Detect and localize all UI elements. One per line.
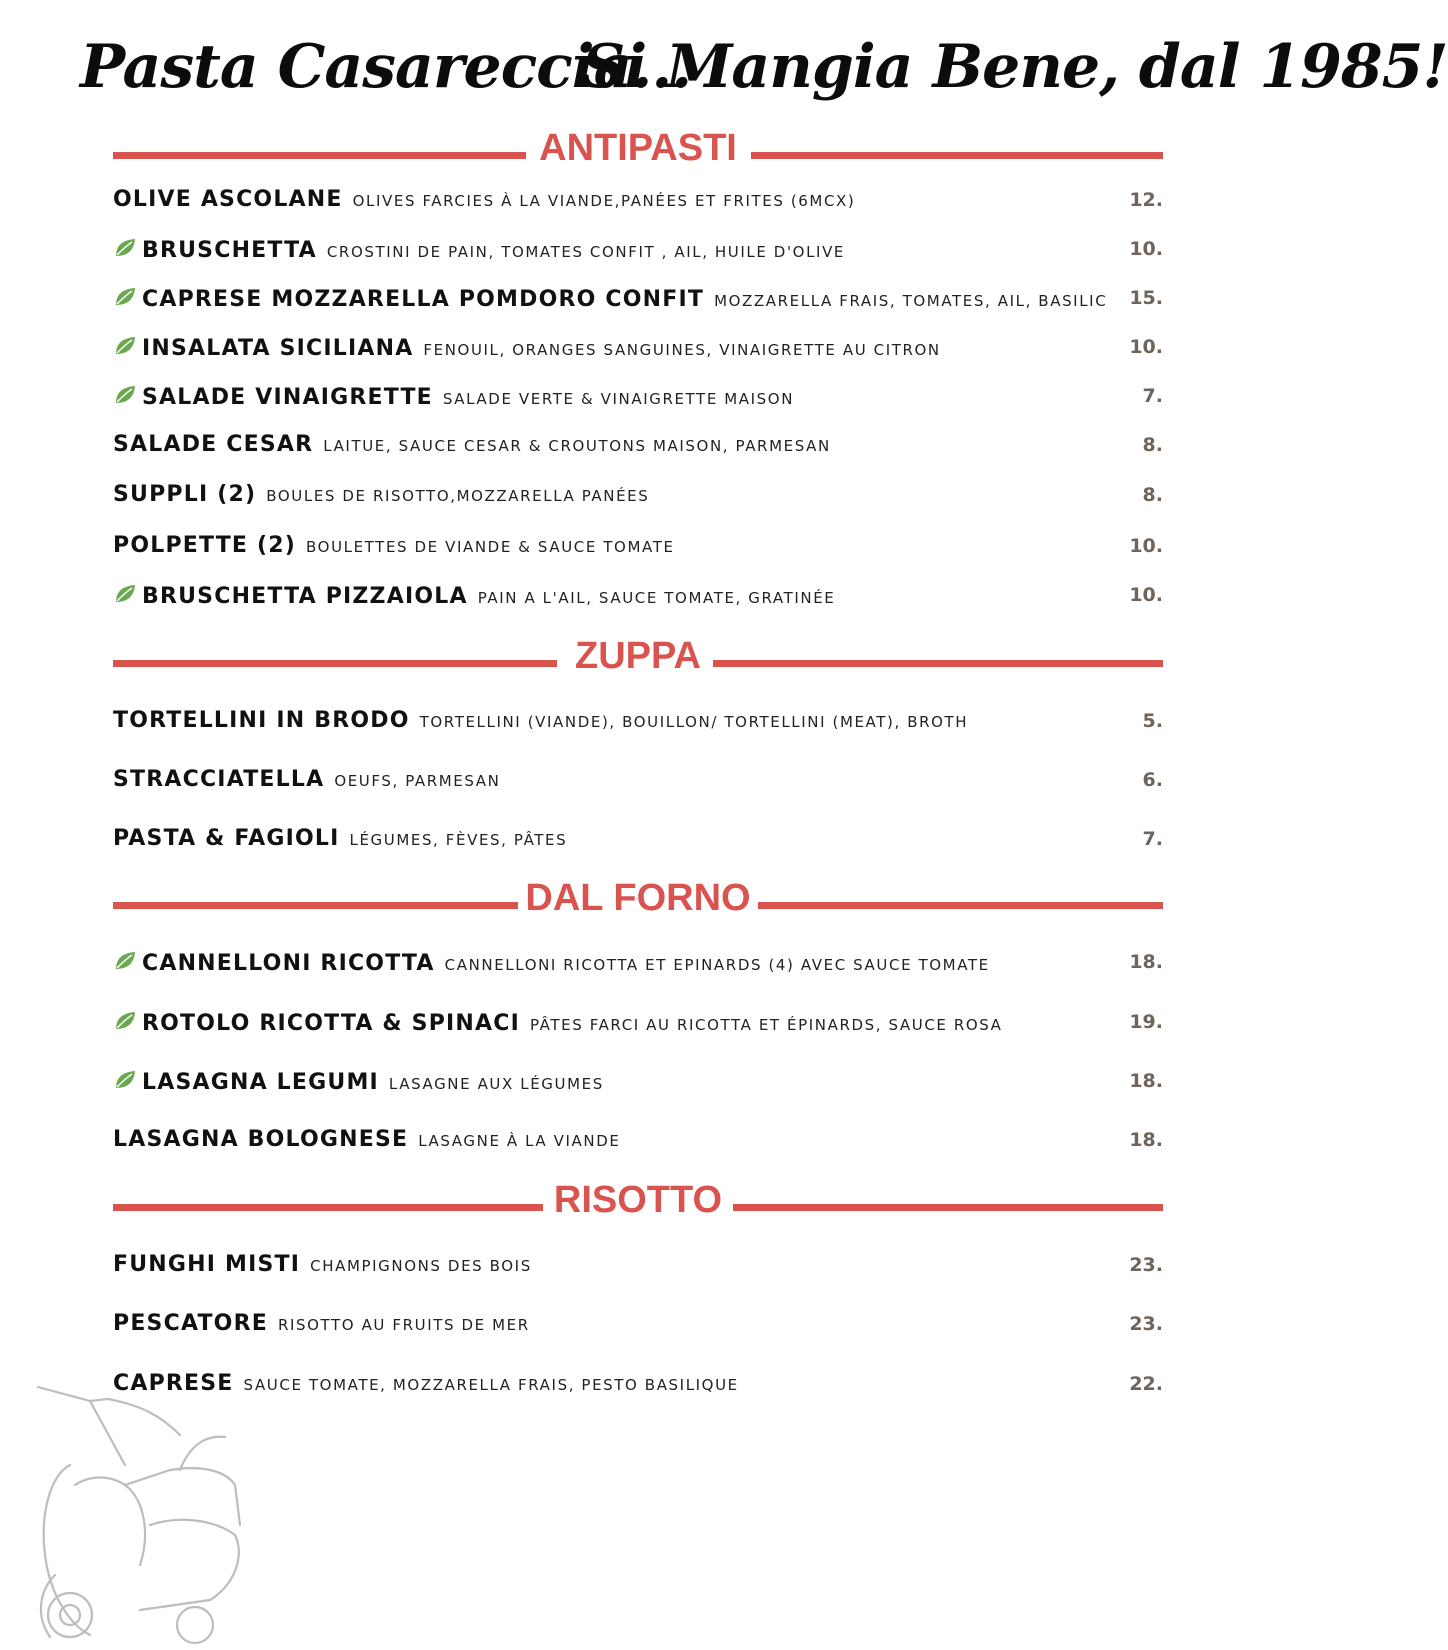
menu-item <box>113 582 1163 612</box>
menu-item <box>113 187 1163 217</box>
item-name: OLIVE ASCOLANE <box>113 187 343 212</box>
item-description: RISOTTO AU FRUITS DE MER <box>277 1316 530 1334</box>
item-price: 12. <box>1129 189 1163 211</box>
item-price: 5. <box>1142 710 1163 732</box>
title-right: Si Mangia Bene, dal 1985! <box>582 32 1448 102</box>
section-header <box>113 636 1163 676</box>
menu-item <box>113 949 1163 979</box>
menu-item <box>113 285 1163 315</box>
section-title: RISOTTO <box>553 1179 723 1221</box>
item-description: LAITUE, SAUCE CESAR & CROUTONS MAISON, PARMESAN <box>323 437 831 455</box>
item-price: 15. <box>1129 287 1163 309</box>
vegetarian-leaf-icon <box>113 383 137 407</box>
item-description: BOULES DE RISOTTO,MOZZARELLA PANÉES <box>266 487 650 505</box>
menu-item <box>113 533 1163 563</box>
section-rule-right <box>751 152 1163 159</box>
item-price: 6. <box>1142 769 1163 791</box>
section-title: DAL FORNO <box>525 877 751 919</box>
item-price: 18. <box>1129 951 1163 973</box>
item-description: OEUFS, PARMESAN <box>334 772 501 790</box>
item-description: LÉGUMES, FÈVES, PÂTES <box>349 831 568 849</box>
item-description: LASAGNE À LA VIANDE <box>418 1132 621 1150</box>
section-rule-right <box>713 660 1163 667</box>
item-description: CHAMPIGNONS DES BOIS <box>310 1257 532 1275</box>
menu-title <box>0 22 1448 132</box>
section-title: ZUPPA <box>575 635 701 677</box>
vegetarian-leaf-icon <box>113 1009 137 1033</box>
item-price: 22. <box>1129 1373 1163 1395</box>
item-name: CANNELLONI RICOTTA <box>142 951 435 976</box>
menu-item <box>113 1371 1163 1401</box>
item-name: LASAGNA LEGUMI <box>142 1070 379 1095</box>
item-price: 7. <box>1142 385 1163 407</box>
item-price: 10. <box>1129 584 1163 606</box>
menu-item <box>113 482 1163 512</box>
menu-item <box>113 767 1163 797</box>
menu-item <box>113 334 1163 364</box>
item-price: 18. <box>1129 1070 1163 1092</box>
item-description: TORTELLINI (VIANDE), BOUILLON/ TORTELLINI (MEAT), BROTH <box>419 713 969 731</box>
vegetarian-leaf-icon <box>113 285 137 309</box>
item-description: MOZZARELLA FRAIS, TOMATES, AIL, BASILIC <box>714 292 1108 310</box>
item-name: PASTA & FAGIOLI <box>113 826 340 851</box>
item-name: SUPPLI (2) <box>113 482 257 507</box>
section-title: ANTIPASTI <box>539 127 737 169</box>
item-name: FUNGHI MISTI <box>113 1252 301 1277</box>
title-left: Pasta Casareccia... <box>80 32 692 102</box>
item-description: PAIN A L'AIL, SAUCE TOMATE, GRATINÉE <box>477 589 836 607</box>
item-name: STRACCIATELLA <box>113 767 325 792</box>
item-description: OLIVES FARCIES À LA VIANDE,PANÉES ET FRITES (6MCX) <box>352 192 856 210</box>
item-name: SALADE VINAIGRETTE <box>142 385 433 410</box>
section-header <box>113 878 1163 918</box>
vegetarian-leaf-icon <box>113 334 137 358</box>
menu-item <box>113 1068 1163 1098</box>
menu-item <box>113 432 1163 462</box>
item-description: CROSTINI DE PAIN, TOMATES CONFIT , AIL, HUILE D'OLIVE <box>326 243 846 261</box>
item-name: LASAGNA BOLOGNESE <box>113 1127 409 1152</box>
item-price: 7. <box>1142 828 1163 850</box>
item-price: 18. <box>1129 1129 1163 1151</box>
menu-item <box>113 1127 1163 1157</box>
item-name: POLPETTE (2) <box>113 533 297 558</box>
item-name: BRUSCHETTA <box>142 238 317 263</box>
menu-item <box>113 1311 1163 1341</box>
item-description: SALADE VERTE & VINAIGRETTE MAISON <box>442 390 795 408</box>
item-name: PESCATORE <box>113 1311 268 1336</box>
menu-item <box>113 1009 1163 1039</box>
item-description: PÂTES FARCI AU RICOTTA ET ÉPINARDS, SAUCE ROSA <box>530 1016 1003 1034</box>
menu-item <box>113 236 1163 266</box>
scooter-illustration <box>30 1375 260 1650</box>
menu-item <box>113 1252 1163 1282</box>
item-price: 10. <box>1129 238 1163 260</box>
vegetarian-leaf-icon <box>113 949 137 973</box>
item-description: FENOUIL, ORANGES SANGUINES, VINAIGRETTE AU CITRON <box>423 341 941 359</box>
section-header <box>113 128 1163 168</box>
item-description: SAUCE TOMATE, MOZZARELLA FRAIS, PESTO BASILIQUE <box>243 1376 739 1394</box>
item-name: SALADE CESAR <box>113 432 314 457</box>
section-header <box>113 1180 1163 1220</box>
vegetarian-leaf-icon <box>113 1068 137 1092</box>
item-name: TORTELLINI IN BRODO <box>113 708 410 733</box>
section-rule-right <box>733 1204 1163 1211</box>
vegetarian-leaf-icon <box>113 236 137 260</box>
item-description: CANNELLONI RICOTTA ET EPINARDS (4) AVEC SAUCE TOMATE <box>444 956 990 974</box>
item-name: BRUSCHETTA PIZZAIOLA <box>142 584 468 609</box>
item-name: ROTOLO RICOTTA & SPINACI <box>142 1011 520 1036</box>
item-name: CAPRESE <box>113 1371 234 1396</box>
item-price: 10. <box>1129 535 1163 557</box>
item-name: CAPRESE MOZZARELLA POMDORO CONFIT <box>142 287 705 312</box>
item-price: 19. <box>1129 1011 1163 1033</box>
item-price: 8. <box>1142 434 1163 456</box>
section-rule-right <box>758 902 1163 909</box>
menu-item <box>113 708 1163 738</box>
menu-item <box>113 826 1163 856</box>
vegetarian-leaf-icon <box>113 582 137 606</box>
item-price: 8. <box>1142 484 1163 506</box>
menu-item <box>113 383 1163 413</box>
item-price: 23. <box>1129 1313 1163 1335</box>
item-description: LASAGNE AUX LÉGUMES <box>388 1075 604 1093</box>
item-name: INSALATA SICILIANA <box>142 336 414 361</box>
item-price: 10. <box>1129 336 1163 358</box>
item-description: BOULETTES DE VIANDE & SAUCE TOMATE <box>306 538 675 556</box>
item-price: 23. <box>1129 1254 1163 1276</box>
